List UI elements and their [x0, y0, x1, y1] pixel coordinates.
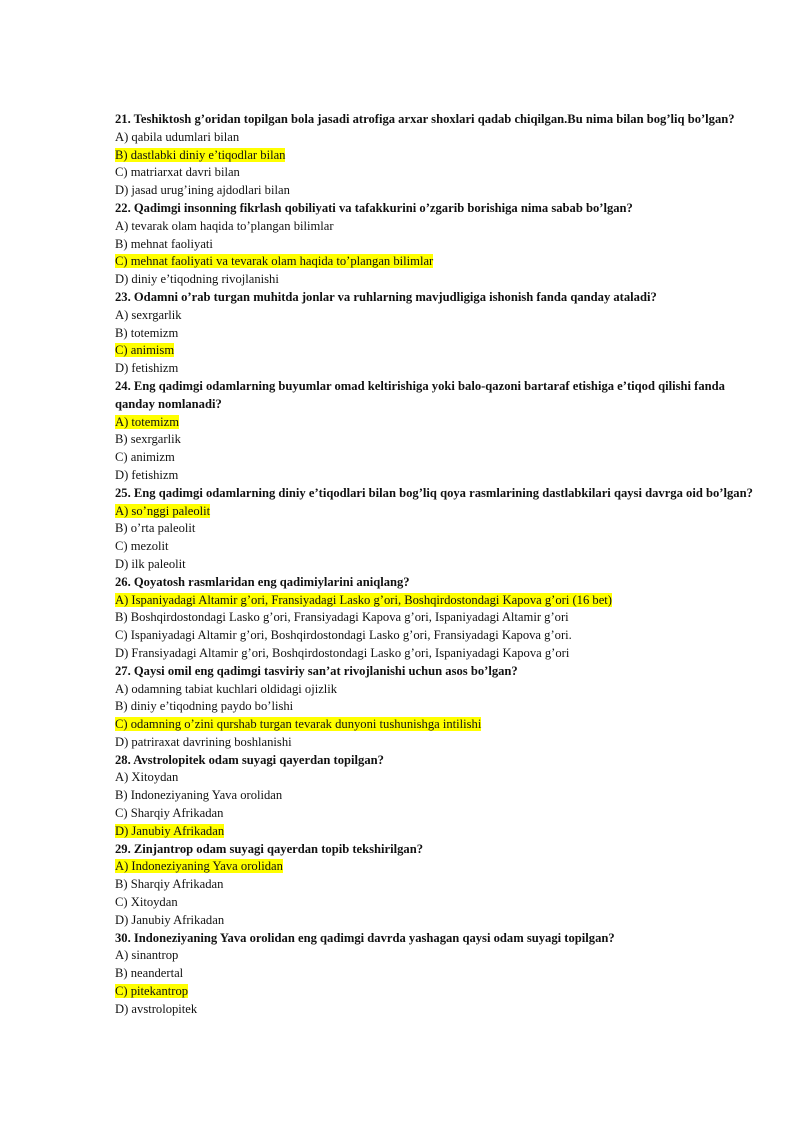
- answer-option-label: B) sexrgarlik: [115, 432, 181, 447]
- answer-option-label: C) Ispaniyadagi Altamir g’ori, Boshqirdostondagi Lasko g’ori, Fransiyadagi Kapova g’ori.: [115, 628, 572, 643]
- answer-option-label: A) Indoneziyaning Yava orolidan: [115, 859, 283, 874]
- answer-option: [115, 218, 755, 236]
- question-text: 27. Qaysi omil eng qadimgi tasviriy san’at rivojlanishi uchun asos bo’lgan?: [115, 663, 518, 678]
- answer-option-label: D) fetishizm: [115, 361, 179, 376]
- answer-option: [115, 894, 755, 912]
- question-text: 21. Teshiktosh g’oridan topilgan bola jasadi atrofiga arxar shoxlari qadab chiqilgan.Bu nima bilan bog’liq bo’lgan?: [115, 112, 735, 126]
- question-block: [115, 111, 755, 200]
- answer-option-label: A) so’nggi paleolit: [115, 503, 211, 518]
- answer-option-highlighted: [115, 342, 755, 360]
- answer-option: [115, 164, 755, 182]
- answer-option: [115, 627, 755, 645]
- answer-option-label: B) Indoneziyaning Yava orolidan: [115, 788, 283, 803]
- answer-option: [115, 1001, 755, 1019]
- answer-option-label: C) animizm: [115, 450, 175, 465]
- question-text: 30. Indoneziyaning Yava orolidan eng qadimgi davrda yashagan qaysi odam suyagi topilgan?: [115, 930, 615, 945]
- answer-option: [115, 805, 755, 823]
- question-text: 29. Zinjantrop odam suyagi qayerdan topib tekshirilgan?: [115, 841, 424, 856]
- answer-option: [115, 236, 755, 254]
- answer-option-label: A) sexrgarlik: [115, 307, 182, 322]
- question-block: [115, 378, 755, 485]
- answer-option-label: D) Fransiyadagi Altamir g’ori, Boshqirdostondagi Lasko g’ori, Ispaniyadagi Kapova g’ori: [115, 645, 570, 660]
- answer-option-label: A) totemizm: [115, 414, 180, 429]
- answer-option: [115, 325, 755, 343]
- question-text: 24. Eng qadimgi odamlarning buyumlar omad keltirishiga yoki balo-qazoni bartaraf etishiga e’tiqod qilishi fanda qanday nomlanadi?: [115, 378, 725, 411]
- answer-option-label: A) Xitoydan: [115, 770, 179, 785]
- question-text: 25. Eng qadimgi odamlarning diniy e’tiqodlari bilan bog’liq qoya rasmlarining dastlabkilari qaysi davrga oid bo’lgan?: [115, 485, 753, 500]
- answer-option-label: B) dastlabki diniy e’tiqodlar bilan: [115, 147, 286, 162]
- answer-option-highlighted: [115, 716, 755, 734]
- answer-option: [115, 965, 755, 983]
- answer-option-highlighted: [115, 253, 755, 271]
- answer-option-label: D) avstrolopitek: [115, 1001, 198, 1016]
- question-block: [115, 930, 755, 1019]
- answer-option-label: A) sinantrop: [115, 948, 179, 963]
- answer-option-label: A) odamning tabiat kuchlari oldidagi ojizlik: [115, 681, 338, 696]
- answer-option-label: C) mehnat faoliyati va tevarak olam haqida to’plangan bilimlar: [115, 254, 434, 269]
- answer-option-highlighted: [115, 147, 755, 165]
- answer-option: [115, 645, 755, 663]
- question-block: [115, 841, 755, 930]
- answer-option: [115, 609, 755, 627]
- question-block: [115, 485, 755, 574]
- answer-option: [115, 681, 755, 699]
- answer-option-highlighted: [115, 503, 755, 521]
- question-block: [115, 752, 755, 841]
- answer-option: [115, 520, 755, 538]
- answer-option-label: A) qabila udumlari bilan: [115, 129, 240, 144]
- answer-option: [115, 271, 755, 289]
- answer-option-label: B) totemizm: [115, 325, 179, 340]
- question-block: [115, 574, 755, 663]
- question-list: [115, 111, 755, 1019]
- answer-option: [115, 360, 755, 378]
- answer-option-label: D) Janubiy Afrikadan: [115, 912, 225, 927]
- question-text: 26. Qoyatosh rasmlaridan eng qadimiylarini aniqlang?: [115, 574, 410, 589]
- answer-option-label: A) Ispaniyadagi Altamir g’ori, Fransiyadagi Lasko g’ori, Boshqirdostondagi Kapova g’ori (16 bet): [115, 592, 612, 607]
- answer-option-label: C) mezolit: [115, 539, 169, 554]
- answer-option-highlighted: [115, 414, 755, 432]
- answer-option-label: C) matriarxat davri bilan: [115, 165, 240, 180]
- answer-option-label: C) Xitoydan: [115, 895, 178, 910]
- question-block: [115, 289, 755, 378]
- answer-option-highlighted: [115, 592, 755, 610]
- answer-option-label: C) pitekantrop: [115, 984, 189, 999]
- answer-option-label: B) mehnat faoliyati: [115, 236, 213, 251]
- answer-option-label: D) patriraxat davrining boshlanishi: [115, 734, 292, 749]
- question-text: 23. Odamni o’rab turgan muhitda jonlar va ruhlarning mavjudligiga ishonish fanda qanday ataladi?: [115, 289, 657, 304]
- answer-option-label: D) diniy e’tiqodning rivojlanishi: [115, 272, 279, 287]
- answer-option: [115, 769, 755, 787]
- answer-option-label: A) tevarak olam haqida to’plangan bilimlar: [115, 218, 334, 233]
- answer-option-highlighted: [115, 983, 755, 1001]
- answer-option: [115, 538, 755, 556]
- answer-option: [115, 431, 755, 449]
- answer-option-label: B) neandertal: [115, 966, 184, 981]
- answer-option-label: C) animism: [115, 343, 175, 358]
- answer-option-label: D) ilk paleolit: [115, 556, 186, 571]
- answer-option-label: C) Sharqiy Afrikadan: [115, 806, 224, 821]
- answer-option: [115, 556, 755, 574]
- answer-option: [115, 182, 755, 200]
- answer-option: [115, 307, 755, 325]
- answer-option: [115, 698, 755, 716]
- question-block: [115, 663, 755, 752]
- question-text: 28. Avstrolopitek odam suyagi qayerdan topilgan?: [115, 752, 384, 767]
- answer-option: [115, 912, 755, 930]
- answer-option-label: B) diniy e’tiqodning paydo bo’lishi: [115, 699, 294, 714]
- answer-option-label: B) Sharqiy Afrikadan: [115, 877, 224, 892]
- answer-option: [115, 787, 755, 805]
- answer-option-highlighted: [115, 858, 755, 876]
- quiz-page: [115, 111, 755, 1019]
- answer-option-label: C) odamning o’zini qurshab turgan tevarak dunyoni tushunishga intilishi: [115, 717, 482, 732]
- answer-option-label: D) jasad urug’ining ajdodlari bilan: [115, 183, 290, 198]
- answer-option-highlighted: [115, 823, 755, 841]
- answer-option: [115, 876, 755, 894]
- answer-option: [115, 129, 755, 147]
- answer-option: [115, 947, 755, 965]
- question-block: [115, 200, 755, 289]
- answer-option: [115, 449, 755, 467]
- answer-option-label: D) fetishizm: [115, 467, 179, 482]
- answer-option-label: D) Janubiy Afrikadan: [115, 823, 225, 838]
- question-text: 22. Qadimgi insonning fikrlash qobiliyati va tafakkurini o’zgarib borishiga nima sabab bo’lgan?: [115, 200, 633, 215]
- answer-option: [115, 467, 755, 485]
- answer-option-label: B) o’rta paleolit: [115, 521, 196, 536]
- answer-option: [115, 734, 755, 752]
- answer-option-label: B) Boshqirdostondagi Lasko g’ori, Fransiyadagi Kapova g’ori, Ispaniyadagi Altamir g’ori: [115, 610, 569, 625]
